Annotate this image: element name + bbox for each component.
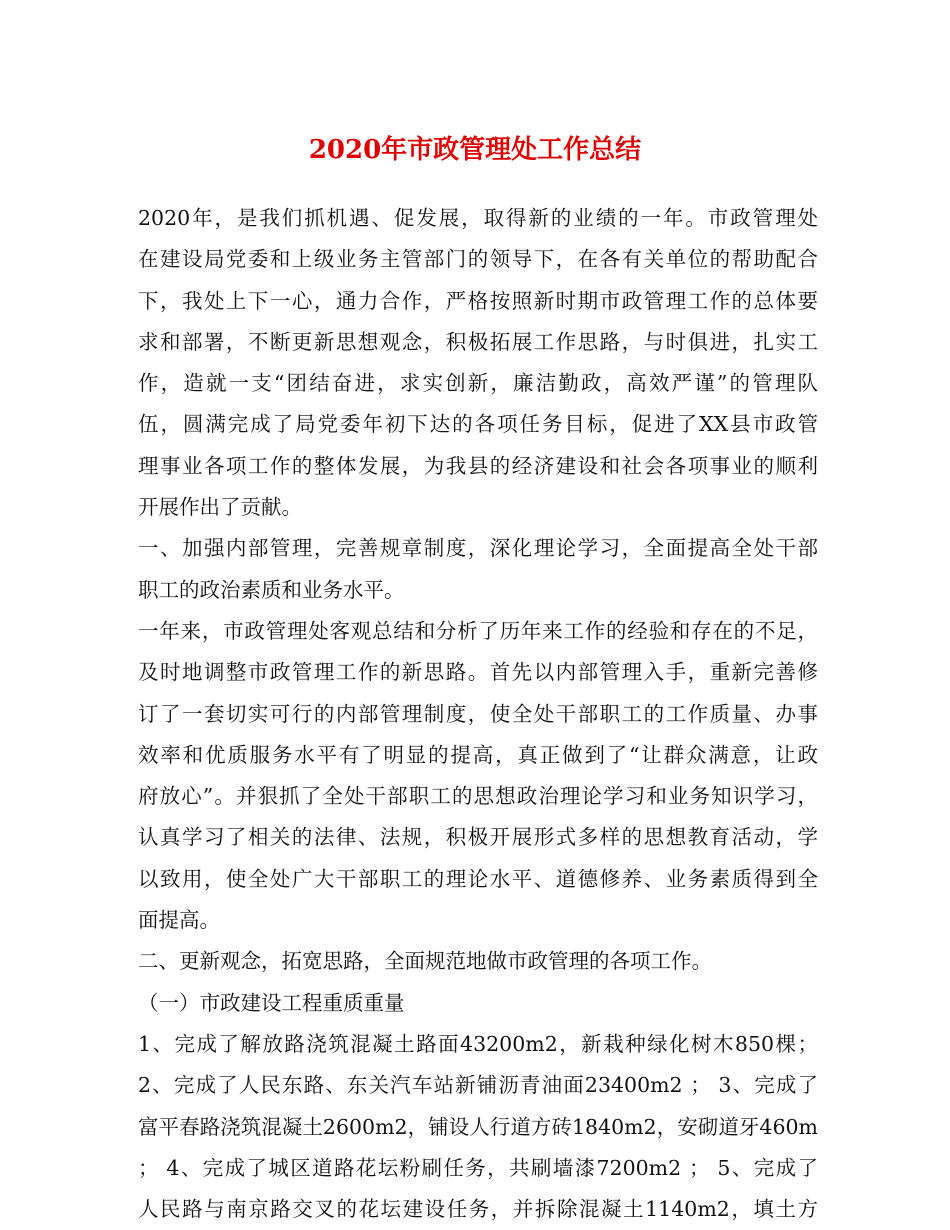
text-line: 在建设局党委和上级业务主管部门的领导下，在各有关单位的帮助配合 xyxy=(138,247,818,272)
text-line: 以致用，使全处广大干部职工的理论水平、道德修养、业务素质得到全 xyxy=(138,866,818,891)
text-line: 效率和优质服务水平有了明显的提高，真正做到了“让群众满意，让政 xyxy=(138,742,818,767)
text-line: 2020年，是我们抓机遇、促发展，取得新的业绩的一年。市政管理处 xyxy=(138,206,818,230)
text-line: 求和部署，不断更新思想观念，积极拓展工作思路，与时俱进，扎实工 xyxy=(138,329,818,354)
document-body xyxy=(138,198,818,1230)
text-line: 伍，圆满完成了局党委年初下达的各项任务目标，促进了XX县市政管 xyxy=(138,412,818,437)
text-line: 2、完成了人民东路、东关汽车站新铺沥青油面23400m2 ； 3、完成了 xyxy=(138,1073,818,1098)
text-line: 及时地调整市政管理工作的新思路。首先以内部管理入手，重新完善修 xyxy=(138,660,818,685)
section-heading-1: 一、加强内部管理，完善规章制度，深化理论学习，全面提高全处干部 xyxy=(138,536,818,561)
section-heading-1-cont: 职工的政治素质和业务水平。 xyxy=(138,577,405,602)
text-line: 作，造就一支“团结奋进，求实创新，廉洁勤政，高效严谨”的管理队 xyxy=(138,371,818,396)
text-line: 1、完成了解放路浇筑混凝土路面43200m2，新栽种绿化树木850棵； xyxy=(138,1031,818,1056)
text-line: 开展作出了贡献。 xyxy=(138,495,302,520)
text-line: 府放心”。并狠抓了全处干部职工的思想政治理论学习和业务知识学习， xyxy=(138,784,818,809)
subsection-heading: （一）市政建设工程重质重量 xyxy=(138,990,405,1015)
text-line: 认真学习了相关的法律、法规，积极开展形式多样的思想教育活动，学 xyxy=(138,825,818,850)
text-line: 一年来，市政管理处客观总结和分析了历年来工作的经验和存在的不足， xyxy=(138,618,818,643)
text-line: 富平春路浇筑混凝土2600m2，铺设人行道方砖1840m2，安砌道牙460m xyxy=(138,1114,818,1139)
section-heading-2: 二、更新观念，拓宽思路，全面规范地做市政管理的各项工作。 xyxy=(138,949,712,974)
document-title: 2020年市政管理处工作总结 xyxy=(308,135,642,165)
text-line: 下，我处上下一心，通力合作，严格按照新时期市政管理工作的总体要 xyxy=(138,288,818,313)
text-line: 面提高。 xyxy=(138,908,220,933)
text-line: 订了一套切实可行的内部管理制度，使全处干部职工的工作质量、办事 xyxy=(138,701,818,726)
text-line: 人民路与南京路交叉的花坛建设任务，并拆除混凝土1140m2，填土方 xyxy=(138,1197,818,1222)
text-line: ； 4、完成了城区道路花坛粉刷任务，共刷墙漆7200m2 ； 5、完成了 xyxy=(138,1155,818,1180)
text-line: 理事业各项工作的整体发展，为我县的经济建设和社会各项事业的顺利 xyxy=(138,453,818,478)
